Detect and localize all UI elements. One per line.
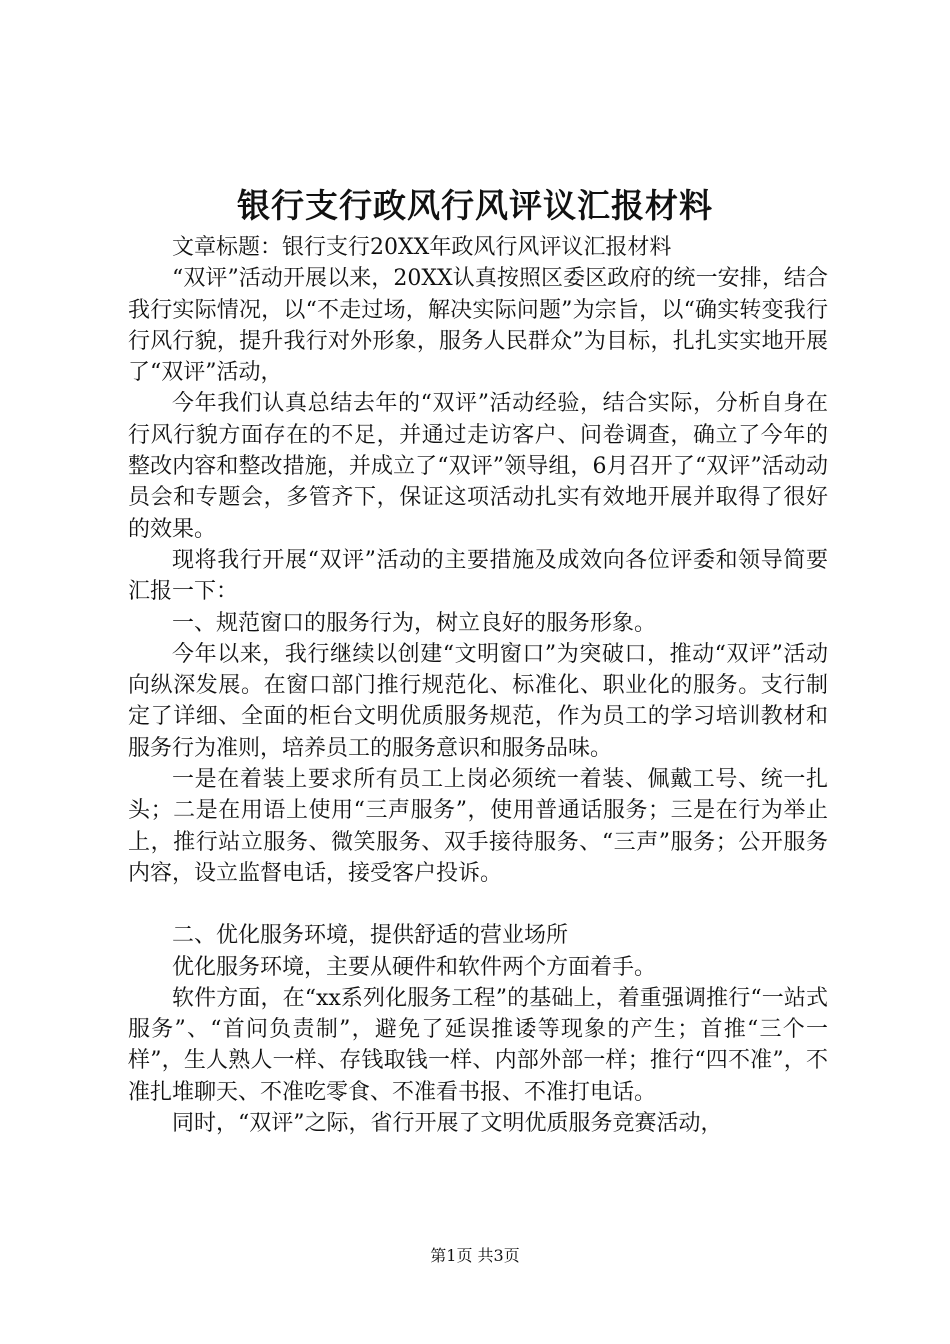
paragraph-service-measures: 一是在着装上要求所有员工上岗必须统一着装、佩戴工号、统一扎头；二是在用语上使用“三声服务”，使用普通话服务；三是在行为举止上，推行站立服务、微笑服务、双手接待服务、“三声”服务；公开服务内容，设立监督电话，接受客户投诉。: [128, 767, 828, 886]
paragraph-competition: 同时，“双评”之际，省行开展了文明优质服务竞赛活动，: [172, 1111, 723, 1137]
paragraph-window-service: 今年以来，我行继续以创建“文明窗口”为突破口，推动“双评”活动向纵深发展。在窗口部门推行规范化、标准化、职业化的服务。支行制定了详细、全面的柜台文明优质服务规范，作为员工的学习培训教材和服务行为准则，培养员工的服务意识和服务品味。: [128, 641, 828, 761]
paragraph-environment: 优化服务环境，主要从硬件和软件两个方面着手。: [172, 954, 657, 980]
document-body: [128, 232, 828, 1139]
paragraph-article-title: 文章标题：银行支行20XX年政风行风评议汇报材料: [172, 235, 672, 260]
page-number-footer: 第1页 共3页: [430, 1246, 520, 1265]
document-title: 银行支行政风行风评议汇报材料: [237, 186, 713, 225]
paragraph-software: 软件方面，在“xx系列化服务工程”的基础上，着重强调推行“一站式服务”、“首问负责制”，避免了延误推诿等现象的产生；首推“三个一样”，生人熟人一样、存钱取钱一样、内部外部一样；推行“四不准”，不准扎堆聊天、不准吃零食、不准看书报、不准打电话。: [128, 985, 828, 1105]
section-heading-one: 一、规范窗口的服务行为，树立良好的服务形象。: [172, 610, 657, 636]
paragraph-summary: 今年我们认真总结去年的“双评”活动经验，结合实际，分析自身在行风行貌方面存在的不足，并通过走访客户、问卷调查，确立了今年的整改内容和整改措施，并成立了“双评”领导组，6月召开了“双评”活动动员会和专题会，多管齐下，保证这项活动扎实有效地开展并取得了很好的效果。: [128, 391, 828, 542]
paragraph-intro: “双评”活动开展以来，20XX认真按照区委区政府的统一安排，结合我行实际情况，以“不走过场，解决实际问题”为宗旨，以“确实转变我行行风行貌，提升我行对外形象，服务人民群众”为目标，扎扎实实地开展了“双评”活动，: [128, 266, 828, 386]
paragraph-report-lead: 现将我行开展“双评”活动的主要措施及成效向各位评委和领导简要汇报一下：: [128, 547, 828, 605]
section-heading-two: 二、优化服务环境，提供舒适的营业场所: [172, 923, 569, 949]
